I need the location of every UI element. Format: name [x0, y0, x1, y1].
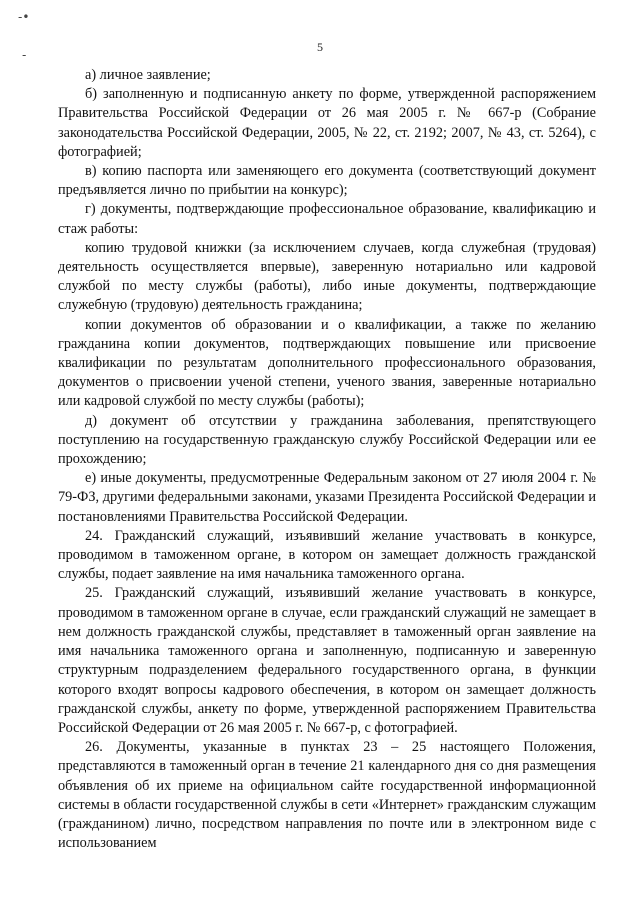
item-a: а) личное заявление;: [85, 67, 211, 83]
scan-mark-left-margin: -: [22, 48, 27, 62]
page-number: 5: [317, 40, 323, 54]
item-g: г) документы, подтверждающие профессиональное образование, квалификацию и стаж работы:: [58, 201, 596, 237]
item-v: в) копию паспорта или заменяющего его документа (соответствующий документ предъявляется лично по прибытии на конкурс);: [58, 163, 596, 199]
item-b: б) заполненную и подписанную анкету по форме, утвержденной распоряжением Правительства Российской Федерации от 26 мая 2005 г. № 667-р (Собрание законодательства Российской Федерации, 2005, № 22, ст. 2192; 2007, № 43, ст. 5264), с фотографией;: [58, 86, 596, 160]
clause-24: 24. Гражданский служащий, изъявивший желание участвовать в конкурсе, проводимом в таможенном органе, в котором он замещает должность гражданской службы, подает заявление на имя начальника таможенного органа.: [58, 527, 596, 583]
clause-26: 26. Документы, указанные в пунктах 23 – 25 настоящего Положения, представляются в таможенный орган в течение 21 календарного дня со дня размещения объявления об их приеме на официальном сайте государственной информационной системы в области государственной службы в сети «Интернет» гражданским служащим (гражданином) лично, посредством направления по почте или в электронном виде с использованием: [58, 739, 596, 852]
item-g-work-record: копию трудовой книжки (за исключением случаев, когда служебная (трудовая) деятельность осуществляется впервые), заверенную нотариально или кадровой службой по месту службы (работы), либо иные документы, подтверждающие служебную (трудовую) деятельность гражданина;: [58, 239, 596, 314]
scan-mark-top-left: -•: [18, 10, 30, 24]
item-e: е) иные документы, предусмотренные Федеральным законом от 27 июля 2004 г. № 79-ФЗ, другими федеральными законами, указами Президента Российской Федерации и постановлениями Правительства Российской Федерации.: [58, 470, 596, 525]
clause-25: 25. Гражданский служащий, изъявивший желание участвовать в конкурсе, проводимом в таможенном органе в случае, если гражданский служащий не замещает в нем должность гражданской службы, представляет в таможенный орган заявление на имя начальника таможенного органа и заполненную, подписанную и заверенную структурным подразделением федерального государственного органа, в функции которого входят вопросы кадрового обеспечения, в котором он замещает должность гражданской службы, анкету по форме, утвержденной распоряжением Правительства Российской Федерации от 26 мая 2005 г. № 667-р, с фотографией.: [58, 585, 596, 736]
document-body: [58, 66, 596, 853]
item-d: д) документ об отсутствии у гражданина заболевания, препятствующего поступлению на государственную гражданскую службу Российской Федерации или ее прохождению;: [58, 412, 596, 468]
item-g-education-docs: копии документов об образовании и о квалификации, а также по желанию гражданина копии документов, подтверждающих повышение или присвоение квалификации по результатам дополнительного профессионального образования, документов о присвоении ученой степени, ученого звания, заверенные нотариально или кадровой службой по месту службы (работы);: [58, 316, 596, 410]
